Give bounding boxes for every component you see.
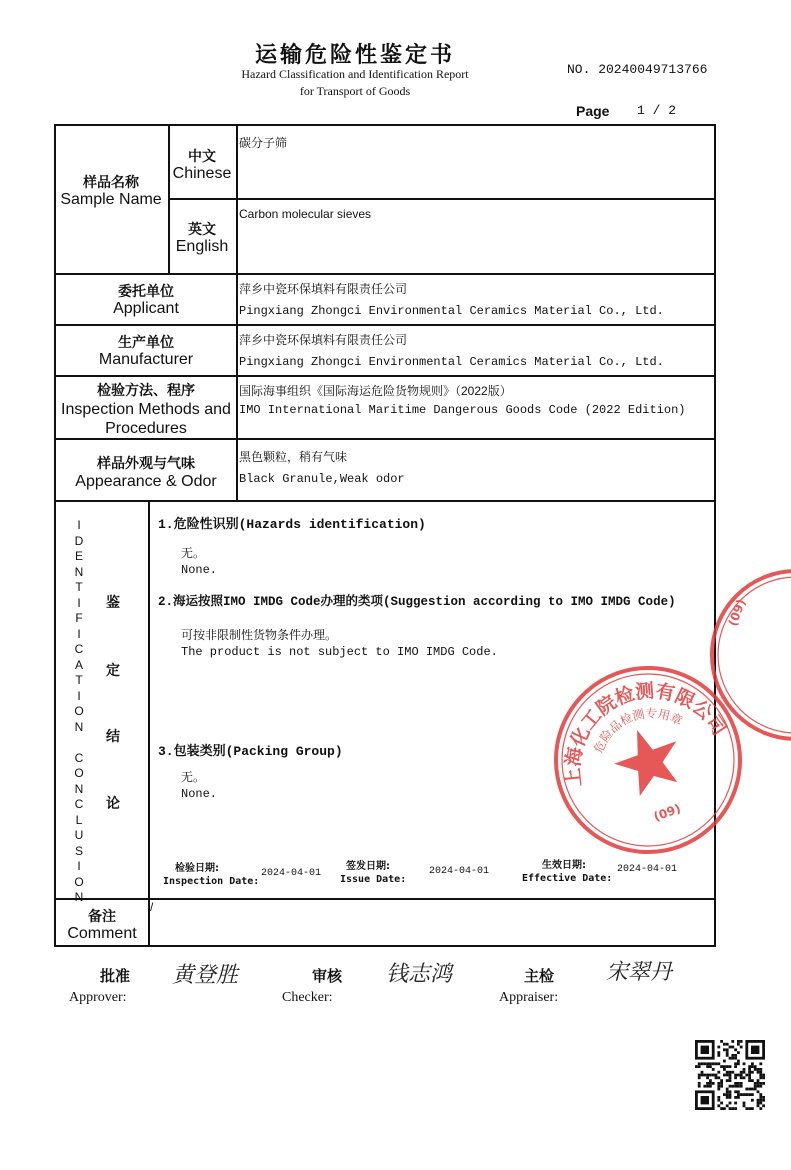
- applicant-label-en: Applicant: [113, 300, 179, 317]
- vertical-letter: A: [74, 657, 83, 672]
- section1-value-cn: 无。: [181, 546, 206, 560]
- vertical-letter: N: [74, 564, 84, 579]
- effective-date-value: 2024-04-01: [617, 864, 678, 875]
- conclusion-label-cn-3: 结: [106, 729, 120, 745]
- conclusion-label-cn-1: 鉴: [106, 595, 120, 611]
- vertical-letter: D: [74, 533, 84, 548]
- report-title-en-line2: for Transport of Goods: [299, 84, 411, 98]
- vertical-letter: O: [74, 766, 84, 780]
- inspection-value-en: IMO International Maritime Dangerous Goods Code (2022 Edition): [239, 403, 686, 417]
- inspection-date-value: 2024-04-01: [261, 868, 322, 879]
- vertical-letter: [70, 735, 88, 751]
- vertical-letter: I: [77, 595, 81, 610]
- seal-outer-text: 上海化工院检测有限公司: [561, 679, 731, 788]
- conclusion-label-cn-2: 定: [106, 663, 120, 679]
- comment-value: /: [150, 900, 154, 914]
- applicant-value-en: Pingxiang Zhongci Environmental Ceramics Material Co., Ltd.: [239, 304, 664, 318]
- vertical-letter: S: [74, 843, 83, 858]
- report-title-en-line1: Hazard Classification and Identification Report: [241, 67, 469, 81]
- manufacturer-value-en: Pingxiang Zhongci Environmental Ceramics Material Co., Ltd.: [239, 355, 664, 369]
- section3-value-cn: 无。: [181, 770, 206, 784]
- effective-date-label-cn: 生效日期:: [542, 860, 586, 871]
- manufacturer-value-cn: 萍乡中瓷环保填料有限责任公司: [239, 333, 408, 347]
- checker-label-cn: 审核: [312, 967, 343, 985]
- approver-label-en: Approver:: [69, 990, 127, 1005]
- identification-conclusion-vertical-label: [70, 518, 88, 906]
- manufacturer-label-en: Manufacturer: [98, 351, 194, 368]
- vertical-letter: L: [75, 812, 83, 827]
- approver-signature: 黄登胜: [172, 963, 239, 988]
- chinese-label-en: Chinese: [172, 165, 232, 182]
- section1-heading: 1.危险性识别(Hazards identification): [158, 517, 426, 532]
- english-label-cn: 英文: [188, 222, 216, 238]
- checker-label-en: Checker:: [282, 990, 333, 1005]
- sample-name-label-en: Sample Name: [60, 191, 162, 208]
- inspection-label-en-line2: Procedures: [105, 420, 187, 437]
- inspection-date-label-en: Inspection Date:: [163, 876, 260, 887]
- vertical-letter: C: [74, 797, 84, 811]
- vertical-letter: U: [74, 828, 84, 842]
- appearance-label-cn: 样品外观与气味: [97, 456, 195, 472]
- vertical-letter: N: [74, 719, 84, 734]
- qr-code-icon: [695, 1040, 765, 1112]
- effective-date-label-en: Effective Date:: [522, 873, 613, 884]
- seal-inner-text: 危险品检测专用章: [591, 706, 685, 756]
- checker-signature: 钱志鸿: [386, 962, 453, 987]
- section2-heading: 2.海运按照IMO IMDG Code办理的类项(Suggestion according to IMO IMDG Code): [158, 595, 676, 609]
- report-title-cn: 运输危险性鉴定书: [254, 43, 455, 68]
- issue-date-label-en: Issue Date:: [340, 874, 407, 885]
- comment-label-en: Comment: [67, 925, 137, 942]
- chinese-label-cn: 中文: [188, 149, 216, 165]
- vertical-letter: I: [77, 626, 81, 641]
- vertical-letter: I: [77, 688, 81, 703]
- conclusion-label-cn-4: 论: [106, 796, 120, 812]
- inspection-value-cn: 国际海事组织《国际海运危险货物规则》（2022版）: [239, 384, 512, 398]
- section2-value-en: The product is not subject to IMO IMDG Code.: [181, 645, 498, 659]
- appraiser-label-en: Appraiser:: [499, 990, 559, 1005]
- comment-label-cn: 备注: [88, 909, 116, 925]
- inspection-date-label-cn: 检验日期:: [175, 863, 219, 874]
- vertical-letter: O: [74, 704, 84, 718]
- vertical-letter: I: [77, 859, 81, 873]
- appraiser-label-cn: 主检: [524, 967, 555, 985]
- seal-number: (09): [651, 801, 683, 824]
- manufacturer-label-cn: 生产单位: [118, 335, 174, 351]
- section1-value-en: None.: [181, 563, 218, 577]
- chinese-name-value: 碳分子筛: [239, 136, 288, 150]
- vertical-letter: T: [75, 580, 83, 594]
- applicant-value-cn: 萍乡中瓷环保填料有限责任公司: [239, 282, 408, 296]
- appraiser-signature: 宋翠丹: [606, 960, 673, 985]
- section3-heading: 3.包装类别(Packing Group): [158, 744, 343, 759]
- partial-seal-icon: [706, 565, 791, 745]
- vertical-letter: I: [77, 518, 81, 532]
- inspection-label-en-line1: Inspection Methods and: [61, 401, 231, 418]
- section3-value-en: None.: [181, 787, 218, 801]
- vertical-letter: E: [74, 549, 83, 563]
- vertical-letter: C: [74, 750, 84, 765]
- vertical-letter: N: [74, 890, 84, 904]
- sample-name-label-cn: 样品名称: [83, 175, 139, 191]
- english-label-en: English: [175, 238, 229, 255]
- vertical-letter: O: [74, 874, 84, 889]
- section2-value-cn: 可按非限制性货物条件办理。: [181, 628, 338, 642]
- english-name-value: Carbon molecular sieves: [239, 207, 372, 221]
- inspection-label-cn: 检验方法、程序: [97, 383, 195, 399]
- appearance-label-en: Appearance & Odor: [75, 473, 217, 490]
- issue-date-value: 2024-04-01: [429, 866, 490, 877]
- report-number: NO. 20240049713766: [567, 62, 708, 77]
- appearance-value-en: Black Granule,Weak odor: [239, 472, 405, 486]
- issue-date-label-cn: 签发日期:: [346, 861, 390, 872]
- vertical-letter: F: [75, 611, 83, 625]
- vertical-letter: C: [74, 642, 84, 656]
- appearance-value-cn: 黑色颗粒，稍有气味: [239, 450, 348, 464]
- page-label: Page: [576, 103, 610, 119]
- applicant-label-cn: 委托单位: [118, 284, 174, 300]
- vertical-letter: N: [74, 781, 84, 796]
- seal2-fragment: (09): [725, 597, 749, 629]
- page-number: 1 / 2: [637, 103, 677, 118]
- approver-label-cn: 批准: [100, 967, 131, 985]
- vertical-letter: T: [75, 673, 83, 687]
